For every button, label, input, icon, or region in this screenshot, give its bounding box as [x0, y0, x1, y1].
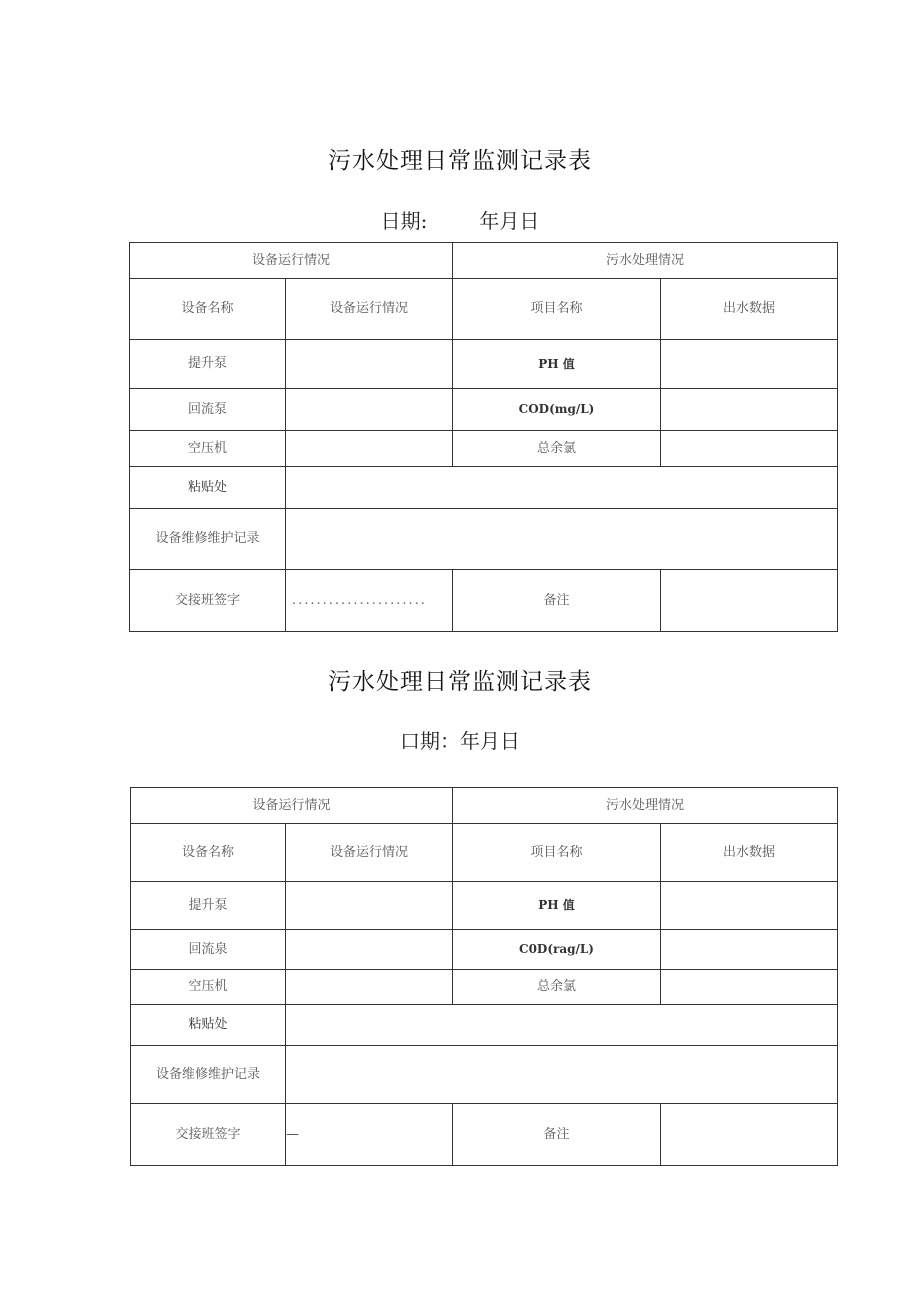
- form1-row-equipment: 提升泵: [130, 340, 286, 389]
- form1-col-item-name: 项目名称: [453, 279, 661, 340]
- form1-handover-signature[interactable]: ......................: [286, 570, 453, 632]
- form2-col-equipment-status: 设备运行情况: [286, 824, 453, 882]
- form1-row-status-cell[interactable]: [286, 431, 453, 467]
- form1-row-equipment: 回流泵: [130, 389, 286, 431]
- form2-row-equipment: 提升泵: [131, 882, 286, 930]
- form1-remarks-cell[interactable]: [661, 570, 838, 632]
- form1-title: 污水处理日常监测记录表: [328, 148, 592, 174]
- form1-paste-area[interactable]: [286, 467, 838, 509]
- form1-row-status-cell[interactable]: [286, 340, 453, 389]
- form1-col-effluent-data: 出水数据: [661, 279, 838, 340]
- form1-row-item: 总余氯: [453, 431, 661, 467]
- form2-header-equipment: 设备运行情况: [131, 788, 453, 824]
- form1-date-label: 日期:: [380, 209, 428, 233]
- form2-row-data-cell[interactable]: [661, 970, 838, 1005]
- form1-date-suffix: 年月日: [479, 209, 540, 233]
- form2-maintenance-area[interactable]: [286, 1046, 838, 1104]
- form2-row-data-cell[interactable]: [661, 930, 838, 970]
- form1-row-status-cell[interactable]: [286, 389, 453, 431]
- form1-paste-label: 粘贴处: [130, 467, 286, 509]
- form1-date: [0, 205, 920, 234]
- form1-table: [129, 242, 838, 632]
- form1-col-equipment-name: 设备名称: [130, 279, 286, 340]
- form1-col-equipment-status: 设备运行情况: [286, 279, 453, 340]
- form1-remarks-label: 备注: [453, 570, 661, 632]
- form1-maintenance-label: 设备维修维护记录: [130, 509, 286, 570]
- form1-header-equipment: 设备运行情况: [130, 243, 453, 279]
- form2-table: [130, 787, 838, 1166]
- form2-row-status-cell[interactable]: [286, 970, 453, 1005]
- form1-row-item: PH 值: [453, 340, 661, 389]
- form1-row-data-cell[interactable]: [661, 340, 838, 389]
- form2-col-effluent-data: 出水数据: [661, 824, 838, 882]
- form2-paste-label: 粘贴处: [131, 1005, 286, 1046]
- form2-row-data-cell[interactable]: [661, 882, 838, 930]
- form2-title: 污水处理日常监测记录表: [328, 669, 592, 695]
- form2-paste-area[interactable]: [286, 1005, 838, 1046]
- form1-row-item: COD(mg/L): [453, 389, 661, 431]
- form1-handover-label: 交接班签字: [130, 570, 286, 632]
- form1-row-equipment: 空压机: [130, 431, 286, 467]
- form2-row-status-cell[interactable]: [286, 882, 453, 930]
- form1-row-data-cell[interactable]: [661, 389, 838, 431]
- form2-row-item: PH 值: [453, 882, 661, 930]
- form2-row-item: 总余氯: [453, 970, 661, 1005]
- form2-date-label: 口期：年月日: [400, 729, 520, 753]
- form2-handover-signature[interactable]: —: [286, 1104, 453, 1166]
- form1-row-data-cell[interactable]: [661, 431, 838, 467]
- form2-maintenance-label: 设备维修维护记录: [131, 1046, 286, 1104]
- form2-handover-label: 交接班签字: [131, 1104, 286, 1166]
- form2-row-equipment: 回流泉: [131, 930, 286, 970]
- form2-row-status-cell[interactable]: [286, 930, 453, 970]
- form2-col-equipment-name: 设备名称: [131, 824, 286, 882]
- form2-col-item-name: 项目名称: [453, 824, 661, 882]
- form2-row-item: C0D(rag/L): [453, 930, 661, 970]
- form2-remarks-label: 备注: [453, 1104, 661, 1166]
- form2-header-sewage: 污水处理情况: [453, 788, 838, 824]
- form1-maintenance-area[interactable]: [286, 509, 838, 570]
- form1-header-sewage: 污水处理情况: [453, 243, 838, 279]
- form2-date: [0, 725, 920, 754]
- form2-remarks-cell[interactable]: [661, 1104, 838, 1166]
- form2-row-equipment: 空压机: [131, 970, 286, 1005]
